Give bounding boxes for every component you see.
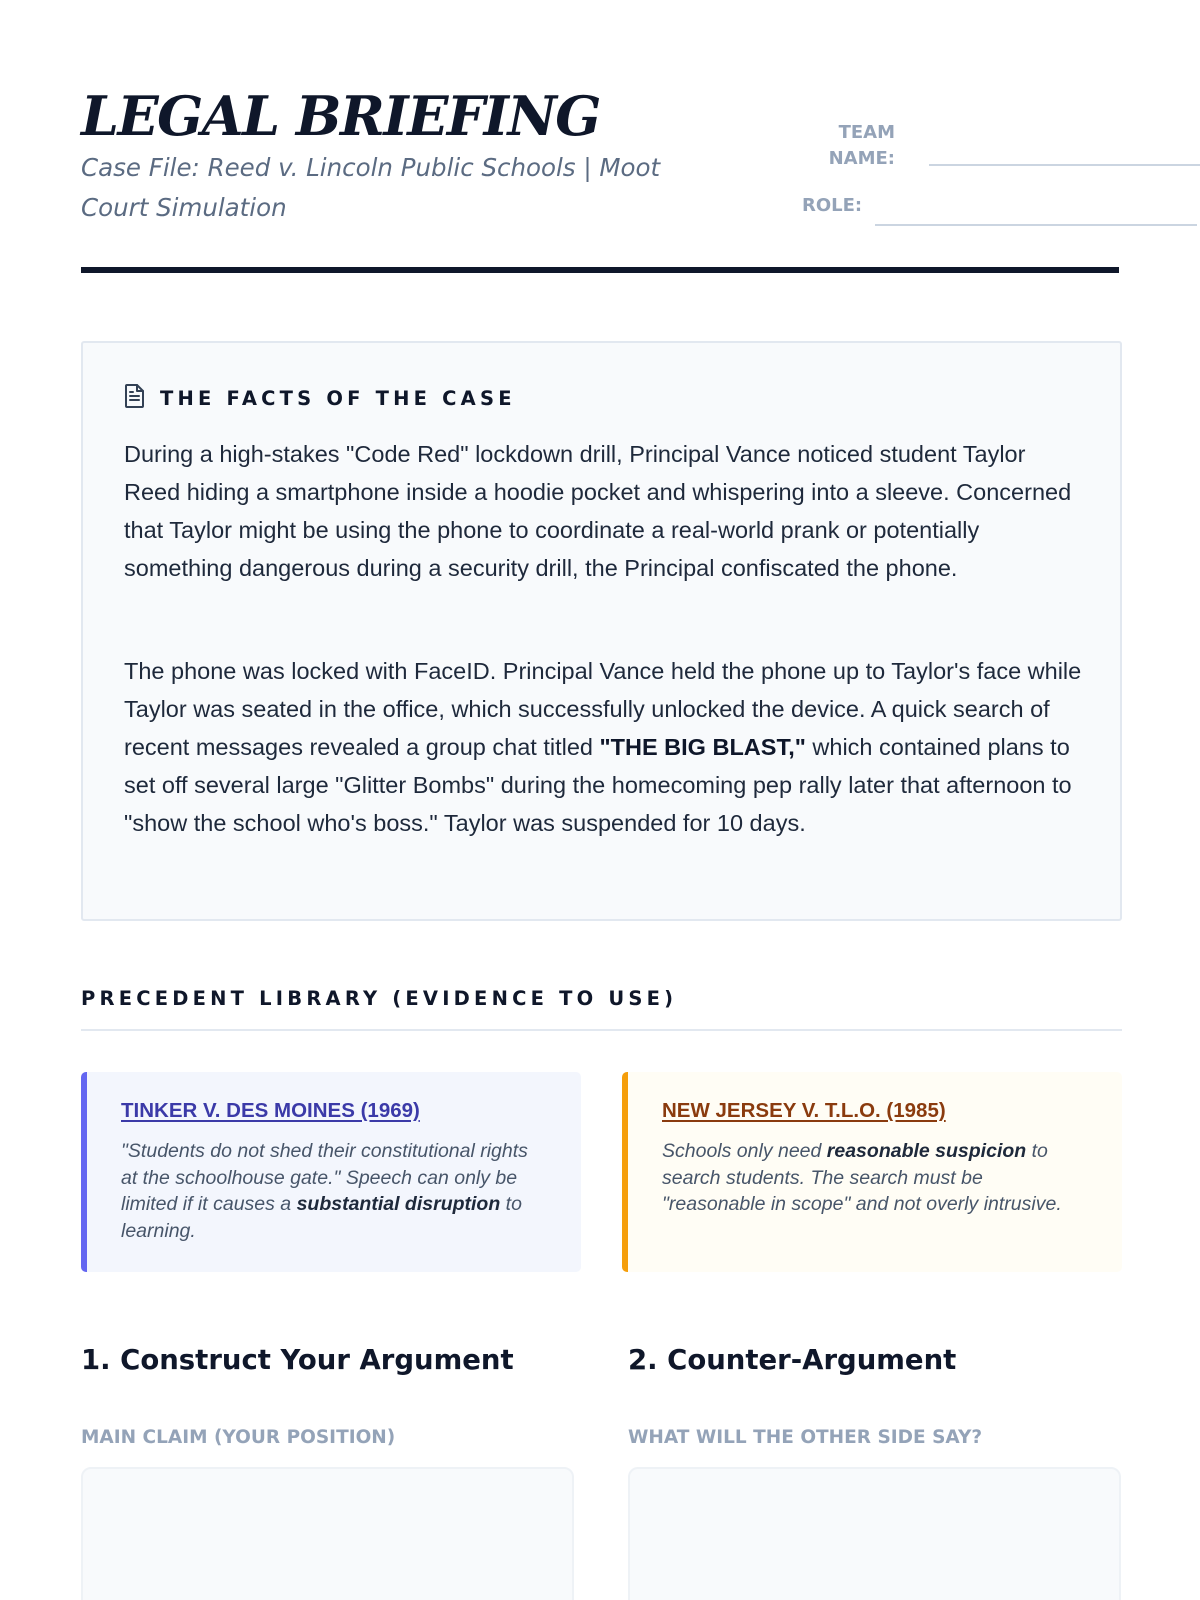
precedent-divider [81,1029,1122,1031]
team-name-label [809,120,895,172]
tlo-text-start: Schools only need [662,1140,827,1162]
facts-paragraph-1: During a high-stakes "Code Red" lockdown drill, Principal Vance noticed student Taylor Reed hiding a smartphone inside a hoodie pocket and whispering into a sleeve. Concerned that Taylor might be using the phone to coordinate a real-world prank or potentially something dangerous during a security drill, the Principal confiscated the phone. [124,441,1072,581]
tinker-summary [121,1138,549,1245]
header [81,0,1119,275]
tinker-text-start: "Students do not shed their constitutional rights at the schoolhouse gate." Speech can only be limited if it causes a [121,1140,528,1216]
role-label: ROLE: [802,195,863,216]
tinker-case-link[interactable]: TINKER V. DES MOINES (1969) [121,1099,420,1122]
team-label-line2: NAME: [828,148,895,169]
counter-claim-label: WHAT WILL THE OTHER SIDE SAY? [628,1427,983,1448]
main-claim-input[interactable] [81,1467,574,1600]
page-title: LEGAL BRIEFING [81,84,600,148]
main-claim-label: MAIN CLAIM (YOUR POSITION) [81,1427,396,1448]
tlo-summary [662,1138,1090,1218]
tinker-text-end: to learning. [121,1193,522,1243]
case-subtitle: Case File: Reed v. Lincoln Public Schools | Moot Court Simulation [81,153,661,222]
facts-p2-end: which contained plans to set off several large "Glitter Bombs" during the homecoming pep rally later that afternoon to "show the school who's boss." Taylor was suspended for 10 days. [124,734,1072,836]
facts-title: THE FACTS OF THE CASE [160,386,516,410]
header-divider [81,267,1119,273]
precedent-card-tlo [622,1072,1122,1272]
facts-box [81,341,1122,921]
tlo-text-end: to search students. The search must be "reasonable in scope" and not overly intrusive. [662,1140,1062,1216]
precedent-library-title: PRECEDENT LIBRARY (EVIDENCE TO USE) [81,987,678,1010]
facts-p2-start: The phone was locked with FaceID. Principal Vance held the phone up to Taylor's face while Taylor was seated in the office, which successfully unlocked the device. A quick search of recent messages revealed a group chat titled [124,658,1082,760]
document-icon [124,383,146,413]
group-chat-name: "THE BIG BLAST," [599,734,806,760]
facts-paragraph-2 [124,652,1084,842]
tlo-case-link[interactable]: NEW JERSEY V. T.L.O. (1985) [662,1099,946,1122]
counter-argument-input[interactable] [628,1467,1121,1600]
tinker-key-term: substantial disruption [296,1193,501,1216]
team-name-field[interactable] [929,164,1200,166]
facts-heading [124,383,516,413]
precedent-card-tinker [81,1072,581,1272]
tlo-key-term: reasonable suspicion [826,1140,1027,1162]
team-label-line1: TEAM [838,122,895,143]
role-field[interactable] [875,224,1197,226]
argument-section-title: 1. Construct Your Argument [81,1344,514,1376]
counter-section-title: 2. Counter-Argument [628,1344,957,1376]
